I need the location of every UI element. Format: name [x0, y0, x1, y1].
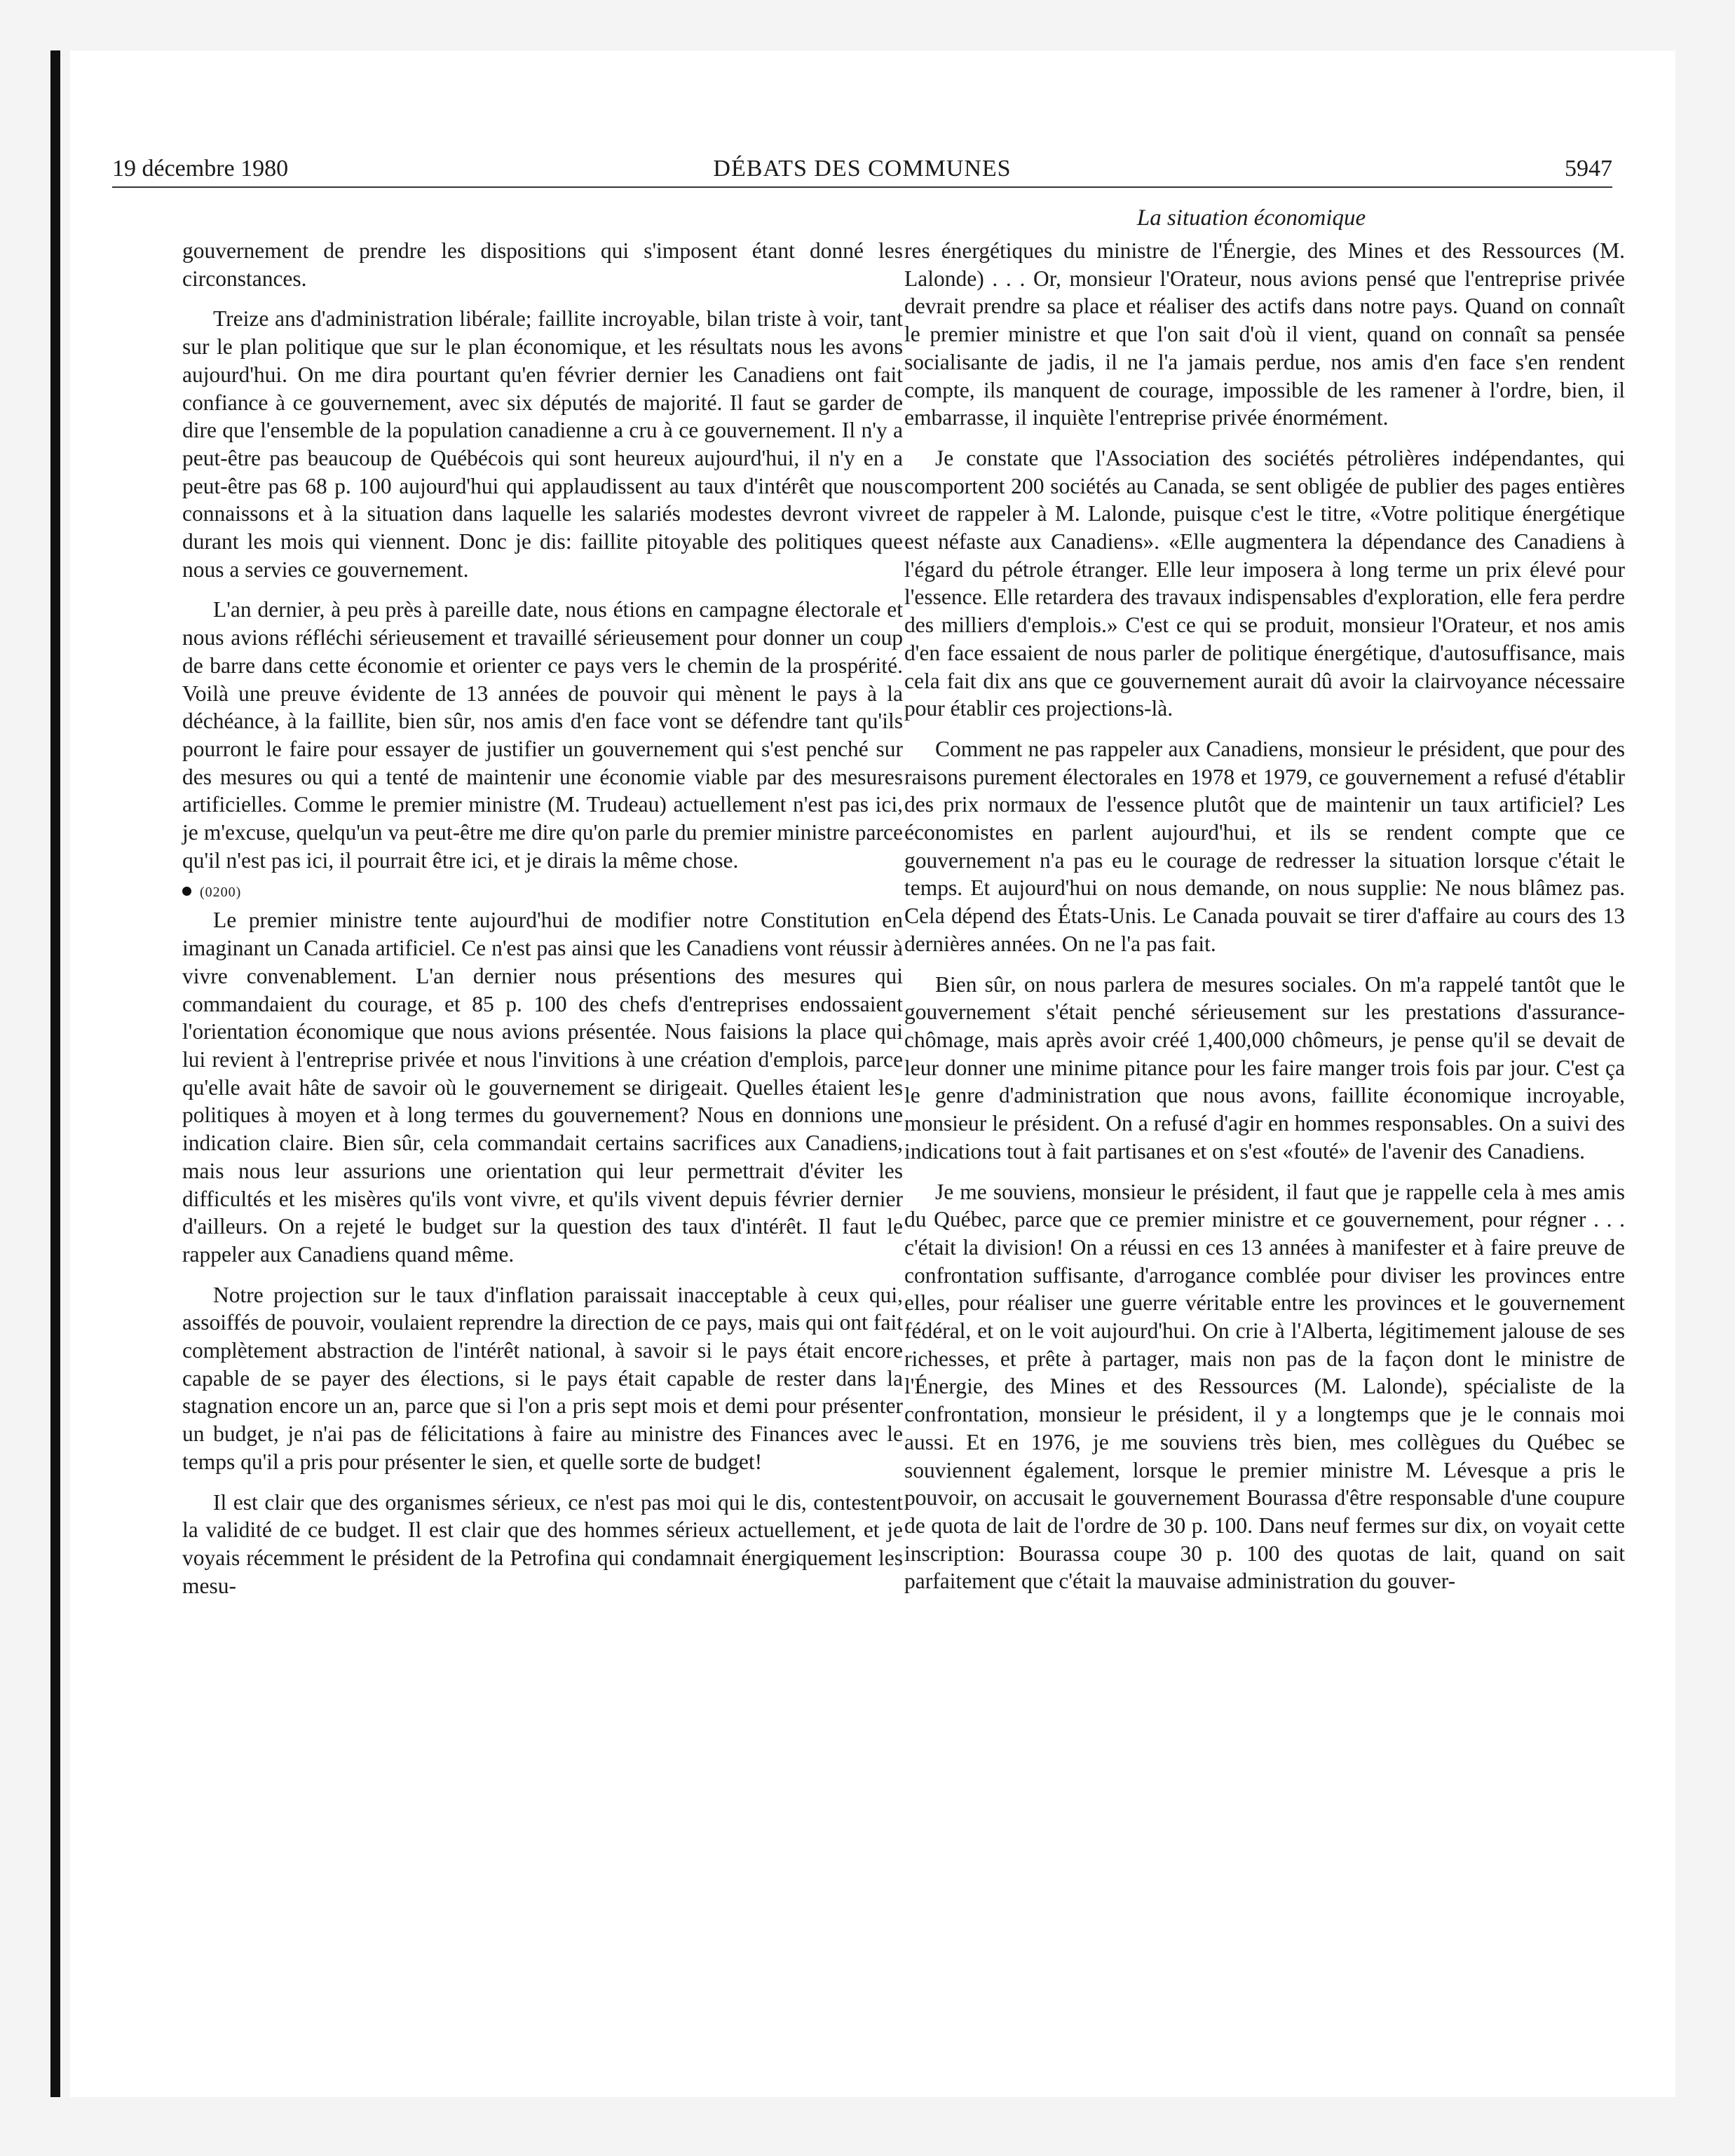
paragraph: Le premier ministre tente aujourd'hui de modifier notre Constitution en imaginant un Canada artificiel. Ce n'est pas ainsi que les Canadiens vont réussir à vivre convenablement. L'an dernier nous présentions des mesures qui commandaient du courage, et 85 p. 100 des chefs d'entreprises endossaient l'orientation économique que nous avions présentée. Nous faisions la place qui lui revient à l'entreprise privée et nous l'invitions à une création d'emplois, parce qu'elle avait hâte de savoir où le gouvernement se dirigeait. Quelles étaient les politiques à moyen et à long termes du gouvernement? Nous en donnions une indication claire. Bien sûr, cela commandait certains sacrifices aux Canadiens, mais nous leur assurions une orientation qui leur permettrait d'éviter les difficultés et les misères qu'ils vont vivre, et qu'ils vivent depuis février dernier d'ailleurs. On a rejeté le budget sur la question des taux d'intérêt. Il faut le rappeler aux Canadiens quand même. — [182, 908, 903, 1267]
paragraph: Treize ans d'administration libérale; faillite incroyable, bilan triste à voir, tant sur le plan politique que sur le plan économique, et les résultats nous les avons aujourd'hui. On me dira pourtant qu'en février dernier les Canadiens ont fait confiance à ce gouvernement, avec six députés de majorité. Il faut se garder de dire que l'ensemble de la population canadienne a cru à ce gouvernement. Il n'y a peut-être pas beaucoup de Québécois qui sont heureux aujourd'hui, il n'y en a peut-être pas 68 p. 100 aujourd'hui qui applaudissent au taux d'intérêt que nous connaissons et à la situation dans laquelle les salariés modestes devront vivre durant les mois qui viennent. Donc je dis: faillite pitoyable des politiques que nous a servies ce gouvernement. — [182, 306, 903, 582]
time-marker — [182, 882, 903, 902]
scan-edge — [50, 50, 60, 2097]
bullet-icon — [182, 887, 191, 896]
right-column — [904, 237, 1625, 1608]
left-column — [182, 237, 903, 1612]
header-date: 19 décembre 1980 — [112, 156, 289, 182]
subject-heading: La situation économique — [1136, 205, 1366, 231]
running-head — [112, 153, 1612, 185]
paragraph: Je constate que l'Association des sociétés pétrolières indépendantes, qui comportent 200 sociétés au Canada, se sent obligée de publier des pages entières et de rappeler à M. Lalonde, puisque c'est le titre, «Votre politique énergétique est néfaste aux Canadiens». «Elle augmentera la dépendance des Canadiens à l'égard du pétrole étranger. Elle leur imposera à long terme un prix élevé pour l'essence. Elle retardera des travaux indispensables d'exploration, elle fera perdre des milliers d'emplois.» C'est ce qui se produit, monsieur l'Orateur, et nos amis d'en face essaient de nous parler de politique énergétique, d'autosuffisance, mais cela fait dix ans que ce gouvernement aurait dû avoir la clairvoyance nécessaire pour établir ces projections-là. — [904, 445, 1625, 721]
paragraph: Il est clair que des organismes sérieux, ce n'est pas moi qui le dis, contestent la validité de ce budget. Il est clair que des hommes sérieux actuellement, et je voyais récemment le président de la Petrofina qui condamnait énergiquement les mesu- — [182, 1489, 903, 1598]
paragraph: Je me souviens, monsieur le président, il faut que je rappelle cela à mes amis du Québec, parce que ce premier ministre et ce gouvernement, pour régner . . . c'était la division! On a réussi en ces 13 années à manifester et à faire preuve de confrontation suffisante, d'arrogance comblée pour diviser les provinces entre elles, pour réaliser une guerre véritable entre les provinces et le gouvernement fédéral, et on le voit aujourd'hui. On crie à l'Alberta, légitimement jalouse de ses richesses, et prête à partager, mais non pas de la façon dont le ministre de l'Énergie, des Mines et des Ressources (M. Lalonde), spécialiste de la confrontation, monsieur le président, il y a longtemps que je le connais moi aussi. Et en 1976, je me souviens très bien, mes collègues du Québec se souviennent également, lorsque le premier ministre M. Lévesque a pris le pouvoir, on accusait le gouvernement Bourassa d'être responsable d'une coupure de quota de lait de l'ordre de 30 p. 100. Dans neuf fermes sur dix, on voyait cette inscription: Bourassa coupe 30 p. 100 des quotas de lait, quand on sait parfaitement que c'était la mauvaise administration du gouver- — [904, 1179, 1625, 1594]
paragraph: L'an dernier, à peu près à pareille date, nous étions en campagne électorale et nous avions réfléchi sérieusement et travaillé sérieusement pour donner un coup de barre dans cette économie et orienter ce pays vers le chemin de la prospérité. Voilà une preuve évidente de 13 années de pouvoir qui mènent le pays à la déchéance, à la faillite, bien sûr, nos amis d'en face vont se défendre tant qu'ils pourront le faire pour essayer de justifier un gouvernement qui s'est penché sur des mesures ou qui a tenté de maintenir une économie viable par des mesures artificielles. Comme le premier ministre (M. Trudeau) actuellement n'est pas ici, je m'excuse, quelqu'un va peut-être me dire qu'on parle du premier ministre parce qu'il n'est pas ici, il pourrait être ici, et je dirais la même chose. — [182, 597, 903, 873]
paragraph: Comment ne pas rappeler aux Canadiens, monsieur le président, que pour des raisons purement électorales en 1978 et 1979, ce gouvernement a refusé d'établir des prix normaux de l'essence plutôt que de maintenir un taux artificiel? Les économistes en parlent aujourd'hui, et ils se rendent compte que ce gouvernement n'a pas eu le courage de redresser la situation lorsque c'était le temps. Et aujourd'hui on nous demande, on nous supplie: Ne nous blâmez pas. Cela dépend des États-Unis. Le Canada pouvait se tirer d'affaire au cours des 13 dernières années. On ne l'a pas fait. — [904, 736, 1625, 956]
header-rule — [112, 186, 1612, 188]
header-title: DÉBATS DES COMMUNES — [713, 156, 1012, 182]
paragraph: res énergétiques du ministre de l'Énergie, des Mines et des Ressources (M. Lalonde) . . . Or, monsieur l'Orateur, nous avions pensé que l'entreprise privée devrait prendre sa place et réaliser des actifs dans notre pays. Quand on connaît le premier ministre et que l'on sait d'où il vient, quand on connaît sa pensée socialisante de jadis, il ne l'a jamais perdue, nos amis d'en face s'en rendent compte, ils manquent de courage, impossible de les ramener à l'ordre, bien, il embarrasse, il inquiète l'entreprise privée énormément. — [904, 238, 1625, 430]
paragraph: Bien sûr, on nous parlera de mesures sociales. On m'a rappelé tantôt que le gouvernement s'était penché sérieusement sur les prestations d'assurance-chômage, mais après avoir créé 1,400,000 chômeurs, je pense qu'il se devait de leur donner une minime pitance pour les faire manger trois fois par jour. C'est ça le genre d'administration que nous avons, faillite économique incroyable, monsieur le président. On a refusé d'agir en hommes responsables. On a suivi des indications tout à fait partisanes et on s'est «fouté» de l'avenir des Canadiens. — [904, 971, 1625, 1164]
time-marker-label: (0200) — [200, 885, 242, 901]
page-number: 5947 — [1565, 156, 1612, 182]
paragraph: Notre projection sur le taux d'inflation paraissait inacceptable à ceux qui, assoiffés de pouvoir, voulaient reprendre la direction de ce pays, mais qui ont fait complètement abstraction de l'intérêt national, à savoir si le pays était encore capable de se payer des élections, si le pays était capable de rester dans la stagnation encore un an, parce que si l'on a pris sept mois et demi pour présenter un budget, je n'ai pas de félicitations à faire au ministre des Finances avec le temps qu'il a pris pour présenter le sien, et quelle sorte de budget! — [182, 1282, 903, 1474]
paragraph: gouvernement de prendre les dispositions qui s'imposent étant donné les circonstances. — [182, 238, 903, 291]
